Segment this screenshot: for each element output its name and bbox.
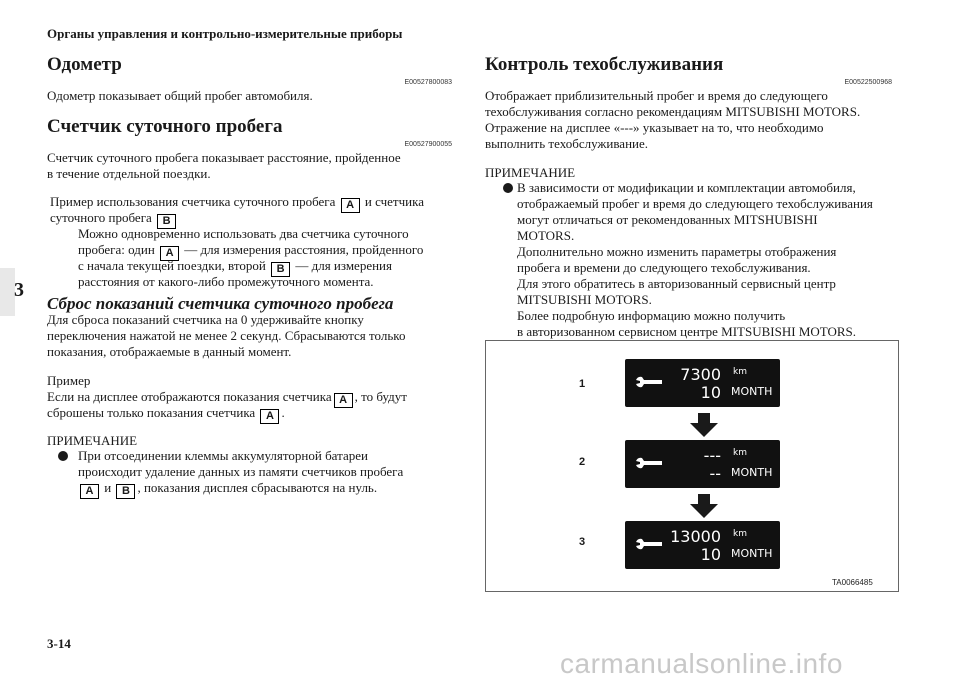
- trip-code: E00527900055: [404, 141, 452, 148]
- note-right-line-3: могут отличаться от рекомендованных MITSHUBISHI: [517, 212, 818, 227]
- wrench-icon: [634, 374, 664, 390]
- example2-line-1: Если на дисплее отображаются показания счетчика A , то будут: [47, 389, 407, 406]
- figure-label-3: 3: [579, 536, 586, 548]
- display-3-km-unit: km: [733, 529, 747, 539]
- note-right-line-10: в авторизованном сервисном центре MITSUBISHI MOTORS.: [517, 324, 857, 339]
- bullet-icon: [58, 451, 68, 461]
- display-2-km-value: ---: [703, 446, 721, 465]
- page-number: 3-14: [47, 636, 71, 651]
- example-line-2: суточного пробега B: [50, 210, 178, 229]
- note-right-line-8: MITSUBISHI MOTORS.: [517, 292, 652, 307]
- display-3-km-value: 13000: [670, 527, 721, 546]
- badge-b: B: [116, 484, 135, 499]
- page-header: Органы управления и контрольно-измерительные приборы: [47, 26, 403, 41]
- bullet-icon: [503, 183, 513, 193]
- note-right-line-9: Более подробную информацию можно получить: [517, 308, 786, 323]
- reset-text-1: Для сброса показаний счетчика на 0 удерживайте кнопку: [47, 312, 364, 327]
- note-right-line-6: пробега и времени до следующего техобслуживания.: [517, 260, 811, 275]
- example-note-3: с начала текущей поездки, второй B — для измерения: [78, 258, 392, 275]
- note-label-right: ПРИМЕЧАНИЕ: [485, 165, 576, 180]
- note-right-line-1: В зависимости от модификации и комплектации автомобиля,: [517, 180, 856, 195]
- reset-title: Сброс показаний счетчика суточного пробега: [47, 294, 394, 313]
- display-3-month-value: 10: [700, 545, 721, 564]
- arrow-down-icon: [689, 494, 719, 518]
- arrow-down-icon: [689, 413, 719, 437]
- display-1-month-value: 10: [700, 383, 721, 402]
- service-title: Контроль техобслуживания: [485, 54, 724, 75]
- display-2-km-unit: km: [733, 448, 747, 458]
- example-note-2: пробега: один A — для измерения расстояния, пройденного: [78, 242, 424, 259]
- example-note-4: расстояния от какого-либо промежуточного момента.: [78, 274, 374, 289]
- note-left-line-3: A и B , показания дисплея сбрасываются на нуль.: [78, 480, 377, 499]
- trip-text-2: в течение отдельной поездки.: [47, 166, 211, 181]
- display-2-month-value: --: [709, 464, 721, 483]
- note-left-line-1: При отсоединении клеммы аккумуляторной батареи: [78, 448, 368, 463]
- example-line-1: Пример использования счетчика суточного пробега A и счетчика: [50, 194, 424, 211]
- note-right-line-5: Дополнительно можно изменить параметры отображения: [517, 244, 837, 259]
- display-1-month-unit: MONTH: [731, 385, 773, 398]
- reset-text-2: переключения нажатой не менее 2 секунд. Сбрасываются только: [47, 328, 406, 343]
- badge-a: A: [260, 409, 279, 424]
- service-text-4: выполнить техобслуживание.: [485, 136, 649, 151]
- figure-code: TA0066485: [832, 578, 873, 587]
- example-note-1: Можно одновременно использовать два счетчика суточного: [78, 226, 409, 241]
- badge-a: A: [341, 198, 360, 213]
- display-1-km-unit: km: [733, 367, 747, 377]
- service-text-3: Отражение на дисплее «---» указывает на то, что необходимо: [485, 120, 824, 135]
- note-label-left: ПРИМЕЧАНИЕ: [47, 433, 138, 448]
- wrench-icon: [634, 536, 664, 552]
- service-text-1: Отображает приблизительный пробег и время до следующего: [485, 88, 828, 103]
- note-right-line-7: Для этого обратитесь в авторизованный сервисный центр: [517, 276, 836, 291]
- display-1-km-value: 7300: [680, 365, 721, 384]
- example2-line-2: сброшены только показания счетчика A .: [47, 405, 285, 422]
- service-display-figure: [485, 340, 899, 592]
- note-right-line-2: отображаемый пробег и время до следующего техобслуживания: [517, 196, 873, 211]
- trip-text-1: Счетчик суточного пробега показывает расстояние, пройденное: [47, 150, 401, 165]
- reset-text-3: показания, отображаемые в данный момент.: [47, 344, 292, 359]
- wrench-icon: [634, 455, 664, 471]
- badge-a: A: [334, 393, 353, 408]
- display-2: [625, 440, 780, 488]
- badge-a: A: [80, 484, 99, 499]
- display-1: [625, 359, 780, 407]
- figure-label-2: 2: [579, 456, 586, 468]
- badge-b: B: [271, 262, 290, 277]
- figure-label-1: 1: [579, 378, 586, 390]
- odometer-code: E00527800083: [404, 79, 452, 86]
- chapter-number: 3: [14, 279, 24, 301]
- display-3: [625, 521, 780, 569]
- odometer-text: Одометр показывает общий пробег автомобиля.: [47, 88, 313, 103]
- chapter-tab: [0, 268, 15, 316]
- badge-b: B: [157, 214, 176, 229]
- odometer-title: Одометр: [47, 54, 122, 75]
- example2-label: Пример: [47, 373, 91, 388]
- trip-title: Счетчик суточного пробега: [47, 116, 283, 137]
- display-2-month-unit: MONTH: [731, 466, 773, 479]
- watermark[interactable]: carmanualsonline.info: [560, 648, 843, 679]
- service-code: E00522500968: [844, 79, 892, 86]
- badge-a: A: [160, 246, 179, 261]
- display-3-month-unit: MONTH: [731, 547, 773, 560]
- note-left-line-2: происходит удаление данных из памяти счетчиков пробега: [78, 464, 404, 479]
- service-text-2: техобслуживания согласно рекомендациям MITSUBISHI MOTORS.: [485, 104, 861, 119]
- note-right-line-4: MOTORS.: [517, 228, 575, 243]
